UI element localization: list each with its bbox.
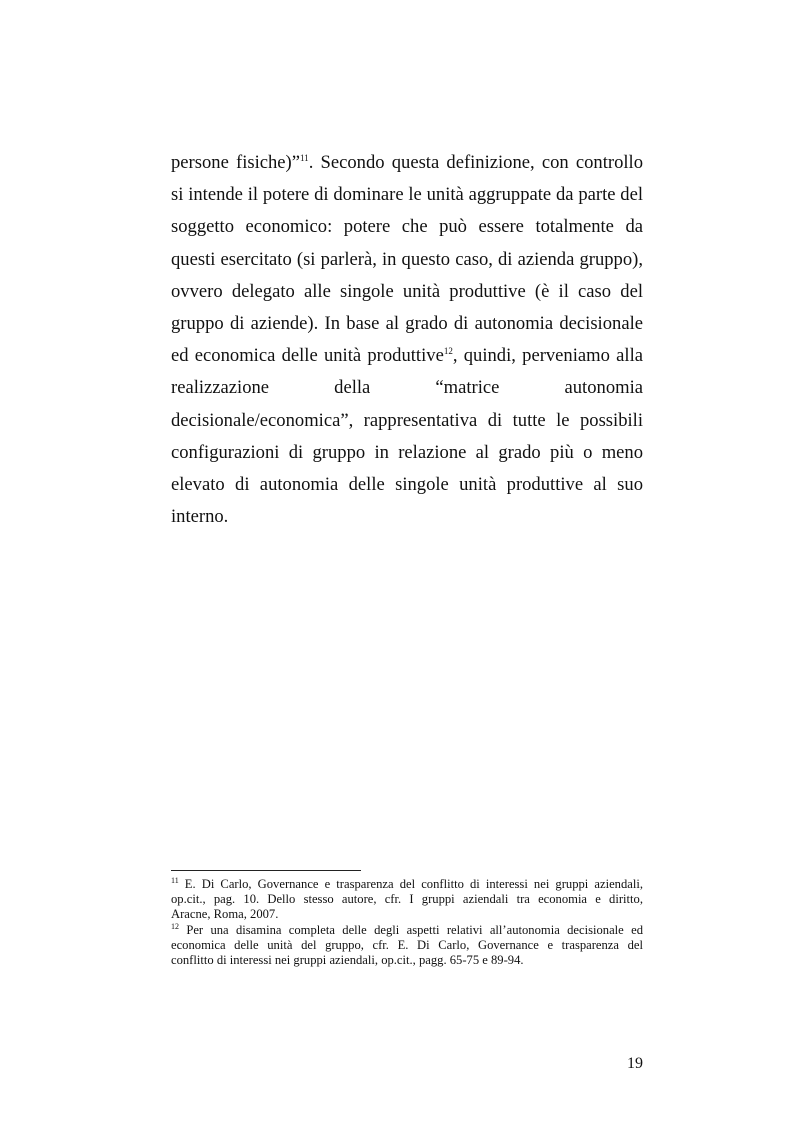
footnote-line: economica delle unità del gruppo, cfr. E. Di Carlo, Governance e trasparenza del xyxy=(171,937,643,952)
footnote-ref-12: 12 xyxy=(443,346,453,357)
footnote-line: $^{11}$ E. Di Carlo, Governance e trasparenza del conflitto di interessi nei gruppi aziendali, xyxy=(171,876,643,891)
body-line: gruppo di aziende). In base al grado di autonomia decisionale xyxy=(171,313,643,335)
footnotes xyxy=(171,877,643,968)
page-number: 19 xyxy=(627,1055,643,1072)
body-line: soggetto economico: potere che può essere totalmente da xyxy=(171,216,643,238)
footnote-ref-11: 11 xyxy=(300,153,309,163)
footnote-line: conflitto di interessi nei gruppi aziendali, op.cit., pagg. 65-75 e 89-94. xyxy=(171,953,524,968)
body-line: realizzazione della “matrice autonomia xyxy=(171,377,643,399)
footnote-number-11: 11 xyxy=(171,876,179,885)
footnote-number-12: 12 xyxy=(171,921,179,931)
body-line: decisionale/economica”, rappresentativa di tutte le possibili xyxy=(171,409,643,431)
body-line: configurazioni di gruppo in relazione al grado più o meno xyxy=(171,441,643,463)
body-line: si intende il potere di dominare le unità aggruppate da parte del xyxy=(171,184,643,206)
footnote-line: $^{12}$ Per una disamina completa delle degli aspetti relativi all’autonomia decisionale ed xyxy=(171,921,643,937)
footnote-line: Aracne, Roma, 2007. xyxy=(171,907,279,922)
footnote-line: op.cit., pag. 10. Dello stesso autore, cfr. I gruppi aziendali tra economia e diritto, xyxy=(171,892,643,907)
body-line: questi esercitato (si parlerà, in questo caso, di azienda gruppo), xyxy=(171,248,643,270)
body-line: ed economica delle unità produttive$^{12}$, quindi, perveniamo alla xyxy=(171,345,643,367)
footnote-separator xyxy=(171,870,361,871)
body-line: persone fisiche)”$^{11}$. Secondo questa definizione, con controllo xyxy=(171,152,644,173)
body-paragraph xyxy=(171,147,643,533)
body-line: ovvero delegato alle singole unità produttive (è il caso del xyxy=(171,280,643,302)
body-line: interno. xyxy=(171,506,229,528)
body-line: elevato di autonomia delle singole unità produttive al suo xyxy=(171,474,643,496)
